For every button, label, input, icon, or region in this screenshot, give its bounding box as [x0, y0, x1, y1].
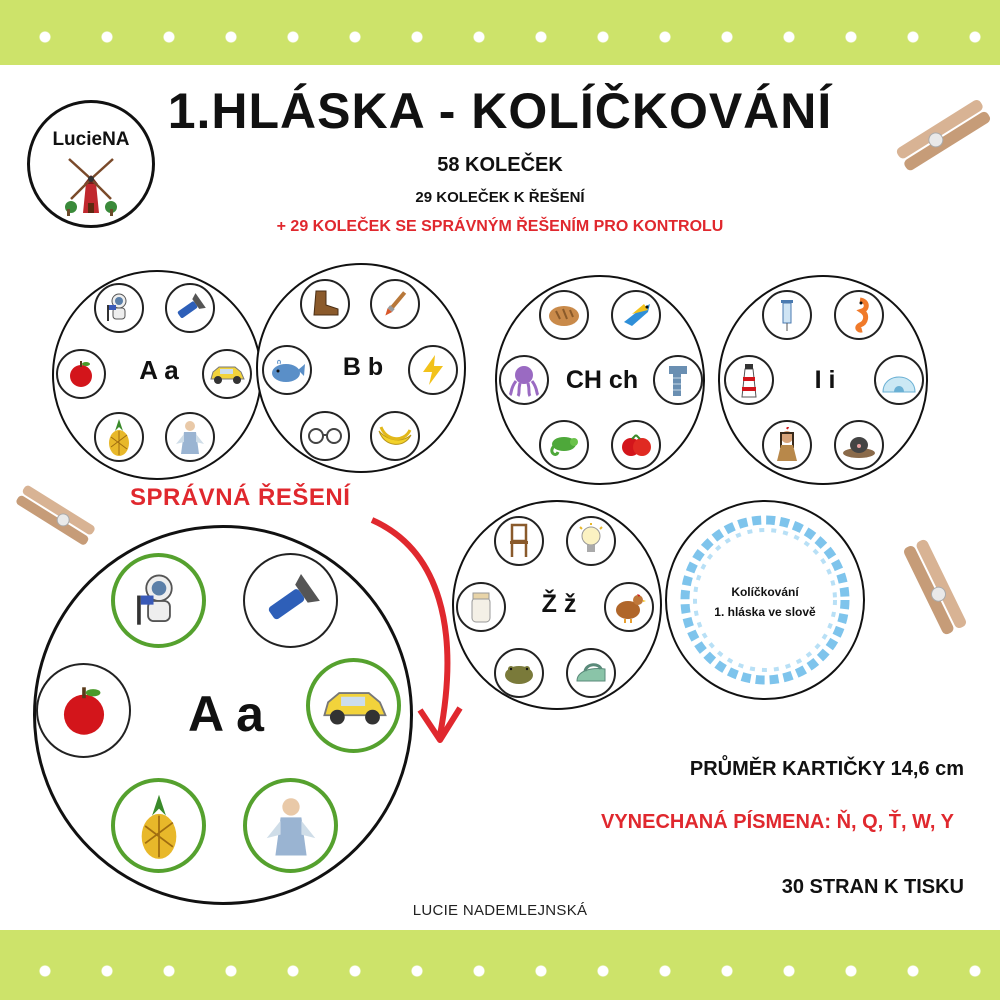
card-a	[52, 270, 262, 480]
author-name: LUCIE NADEMLEJNSKÁ	[412, 902, 588, 919]
angel-icon	[243, 778, 338, 873]
card-letter: CH ch	[565, 366, 639, 394]
control-count: + 29 KOLEČEK SE SPRÁVNÝM ŘEŠENÍM PRO KONTROLU	[276, 218, 724, 235]
card-ch	[495, 275, 705, 485]
card-letter: B b	[342, 353, 384, 381]
flashlight-icon	[165, 283, 215, 333]
boot-icon	[300, 279, 350, 329]
bread-icon	[539, 290, 589, 340]
apple-icon	[56, 349, 106, 399]
seahorse-icon	[834, 290, 884, 340]
clothespin-icon	[893, 95, 995, 177]
solution-letter: A a	[188, 686, 264, 742]
chair-icon	[494, 516, 544, 566]
clothespin-icon	[14, 480, 96, 552]
page-title: 1.HLÁSKA - KOLÍČKOVÁNÍ	[167, 83, 833, 139]
iron-icon	[566, 648, 616, 698]
solution-card	[33, 525, 413, 905]
scarf-icon	[653, 355, 703, 405]
solution-label: SPRÁVNÁ ŘEŠENÍ	[130, 484, 351, 511]
bottom-dotted-band	[0, 930, 1000, 1000]
parrot-icon	[611, 290, 661, 340]
astronaut-icon	[94, 283, 144, 333]
astronaut-icon	[111, 553, 206, 648]
top-dotted-band	[0, 0, 1000, 65]
cover-title: Kolíčkování	[731, 585, 799, 599]
whale-icon	[262, 345, 312, 395]
angel-icon	[165, 412, 215, 462]
mole-icon	[834, 420, 884, 470]
car-icon	[306, 658, 401, 753]
card-diameter: PRŮMĚR KARTIČKY 14,6 cm	[689, 758, 964, 780]
clothespin-icon	[895, 530, 975, 645]
native-girl-icon	[762, 420, 812, 470]
car-icon	[202, 349, 252, 399]
windmill-icon	[61, 155, 121, 217]
card-z-caron	[452, 500, 662, 710]
syringe-icon	[762, 290, 812, 340]
pineapple-icon	[111, 778, 206, 873]
tomato-icon	[611, 420, 661, 470]
brand-logo	[27, 100, 155, 228]
card-letter: A a	[139, 355, 179, 385]
glasses-icon	[300, 411, 350, 461]
cover-subtitle: 1. hláska ve slově	[714, 605, 816, 619]
cover-card	[665, 500, 865, 700]
card-i	[718, 275, 928, 485]
igloo-icon	[874, 355, 924, 405]
chameleon-icon	[539, 420, 589, 470]
task-count: 29 KOLEČEK K ŘEŠENÍ	[415, 189, 585, 206]
card-letter: I i	[814, 366, 836, 394]
paintbrush-icon	[370, 279, 420, 329]
lightbulb-icon	[566, 516, 616, 566]
lightning-icon	[408, 345, 458, 395]
omitted-letters: VYNECHANÁ PÍSMENA: Ň, Q, Ť, W, Y	[601, 811, 954, 833]
page-count: 30 STRAN K TISKU	[781, 876, 964, 898]
pineapple-icon	[94, 412, 144, 462]
hen-icon	[604, 582, 654, 632]
octopus-icon	[499, 355, 549, 405]
flashlight-icon	[243, 553, 338, 648]
banana-icon	[370, 411, 420, 461]
circle-count: 58 KOLEČEK	[437, 154, 563, 176]
apple-icon	[36, 663, 131, 758]
toad-icon	[494, 648, 544, 698]
logo-text: LucieNA	[52, 129, 130, 150]
card-letter: Ž ž	[541, 590, 577, 618]
lighthouse-icon	[724, 355, 774, 405]
card-b	[256, 263, 466, 473]
